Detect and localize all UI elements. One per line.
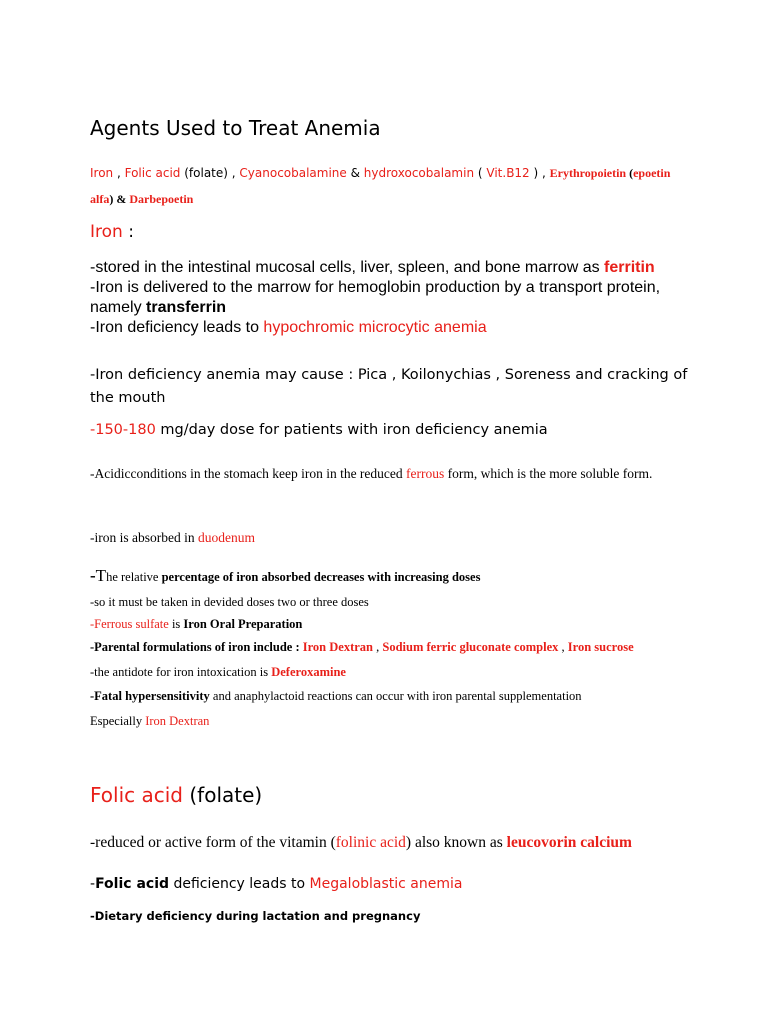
separator: ( xyxy=(626,166,634,180)
antidote-term: Deferoxamine xyxy=(271,665,346,679)
relative-bold: percentage of iron absorbed decreases with increasing doses xyxy=(161,570,481,584)
iron-dose xyxy=(90,422,690,438)
ferrous-term: Ferrous sulfate xyxy=(94,617,169,631)
iron-storage-text: -stored in the intestinal mucosal cells, liver, spleen, and bone marrow as xyxy=(90,259,605,276)
absorption-dose-relation xyxy=(90,566,690,586)
parental-formulations xyxy=(90,640,690,655)
dose-prefix: - xyxy=(90,422,96,438)
relative-initial: T xyxy=(95,566,107,585)
antidote-text: -the antidote for iron intoxication is xyxy=(90,665,272,679)
separator: ) & xyxy=(109,192,130,206)
absorbed-text: -iron is absorbed in xyxy=(90,530,198,545)
page-title: Agents Used to Treat Anemia xyxy=(90,116,381,140)
dose-value: 150-180 xyxy=(95,422,156,438)
reduced-text-2: ) also known as xyxy=(405,834,507,851)
parental-sodium-ferric: Sodium ferric gluconate complex xyxy=(382,640,559,654)
drug-folate: (folate) xyxy=(180,166,232,180)
dose-text: mg/day dose for patients with iron deficiency anemia xyxy=(155,422,548,438)
def-dash: - xyxy=(90,876,96,892)
fatal-bold: Fatal hypersensitivity xyxy=(94,689,210,703)
iron-heading-suffix: : xyxy=(122,222,134,242)
iron-storage-point xyxy=(90,258,700,278)
drug-hydroxocobalamin: hydroxocobalamin xyxy=(363,166,475,180)
iron-deficiency-point xyxy=(90,318,700,338)
absorbed-term: duodenum xyxy=(197,530,255,545)
iron-deficiency-term: hypochromic microcytic anemia xyxy=(263,319,487,336)
fatal-text: and anaphylactoid reactions can occur with iron parental supplementation xyxy=(209,689,582,703)
drug-list xyxy=(90,160,690,212)
acid-text: -Acidicconditions in the stomach keep iron in the reduced xyxy=(90,466,407,481)
drug-cyanocobalamine: Cyanocobalamine xyxy=(239,166,347,180)
iron-storage-term: ferritin xyxy=(604,259,655,276)
folic-heading-label: Folic acid xyxy=(90,783,183,807)
drug-vit-b12: Vit.B12 xyxy=(486,166,530,180)
antidote xyxy=(90,665,690,680)
def-term: Megaloblastic anemia xyxy=(309,876,463,892)
drug-iron: Iron xyxy=(90,166,114,180)
drug-darbepoetin: Darbepoetin xyxy=(129,192,194,206)
iron-transport-text: -Iron is delivered to the marrow for hemoglobin production by a transport protein, namely xyxy=(90,279,661,316)
relative-text: he relative xyxy=(106,570,162,584)
separator: , xyxy=(231,166,240,180)
def-bold: Folic acid xyxy=(95,876,170,892)
separator: , xyxy=(542,166,550,180)
iron-heading xyxy=(90,222,690,242)
iron-deficiency-causes: -Iron deficiency anemia may cause : Pica , Koilonychias , Soreness and cracking of the mouth xyxy=(90,367,688,406)
especially-term: Iron Dextran xyxy=(145,714,210,728)
drug-folic-acid: Folic acid xyxy=(124,166,181,180)
iron-heading-label: Iron xyxy=(90,222,123,242)
relative-dash: - xyxy=(90,566,96,585)
folinic-acid-note xyxy=(90,833,690,853)
parental-iron-sucrose: Iron sucrose xyxy=(567,640,634,654)
separator: , xyxy=(373,640,383,654)
especially-text: Especially xyxy=(90,714,146,728)
parental-iron-dextran: Iron Dextran xyxy=(302,640,373,654)
reduced-text: -reduced or active form of the vitamin ( xyxy=(90,834,336,851)
oral-preparation xyxy=(90,617,690,632)
reduced-term: folinic acid xyxy=(335,834,406,851)
iron-transport-term: transferrin xyxy=(146,299,227,316)
divided-doses-note: -so it must be taken in devided doses two or three doses xyxy=(90,595,369,609)
hypersensitivity-warning xyxy=(90,689,690,704)
acid-text-2: form, which is the more soluble form. xyxy=(444,466,653,481)
iron-transport-point xyxy=(90,278,700,318)
iron-deficiency-text: -Iron deficiency leads to xyxy=(90,319,264,336)
separator: , xyxy=(558,640,568,654)
separator: , xyxy=(113,166,125,180)
folic-heading-suffix: (folate) xyxy=(183,783,263,807)
iron-key-points xyxy=(90,258,700,338)
folate-deficiency xyxy=(90,876,690,892)
parental-text: -Parental formulations of iron include : xyxy=(90,640,303,654)
especially-note xyxy=(90,714,690,729)
dietary-deficiency-note: -Dietary deficiency during lactation and pregnancy xyxy=(90,909,421,923)
acid-term: ferrous xyxy=(406,466,445,481)
drug-erythropoietin: Erythropoietin xyxy=(549,166,627,180)
def-text: deficiency leads to xyxy=(169,876,310,892)
ferrous-bold: Iron Oral Preparation xyxy=(183,617,303,631)
reduced-term-2: leucovorin calcium xyxy=(506,834,632,851)
drug-epoetin-alfa: epoetin alfa xyxy=(90,166,671,206)
separator: ) xyxy=(529,166,543,180)
ferrous-dash: - xyxy=(90,617,95,631)
iron-absorption-site xyxy=(90,530,690,546)
fatal-dash: - xyxy=(90,689,95,703)
folic-heading xyxy=(90,783,690,807)
acid-conditions xyxy=(90,459,690,489)
separator: ( xyxy=(474,166,487,180)
ferrous-is: is xyxy=(168,617,184,631)
separator: & xyxy=(346,166,364,180)
